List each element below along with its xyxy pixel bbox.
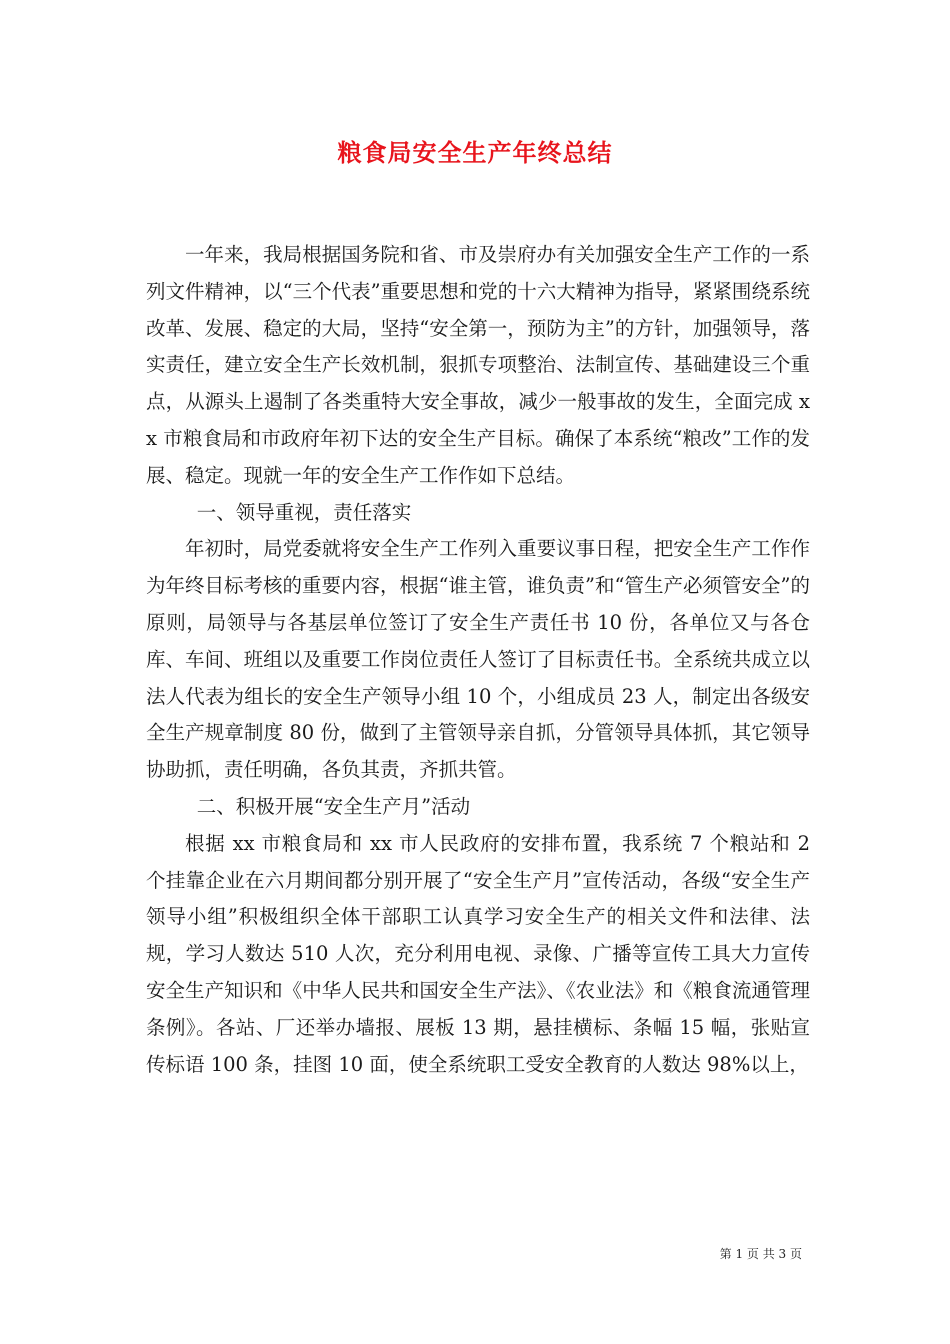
section-heading-2: 二、积极开展“安全生产月”活动 <box>196 794 471 818</box>
page-number-footer: 第 1 页 共 3 页 <box>719 1247 802 1261</box>
section-2-paragraph: 根据 xx 市粮食局和 xx 市人民政府的安排布置，我系统 7 个粮站和 2 个挂靠企业在六月期间都分别开展了“安全生产月”宣传活动，各级“安全生产领导小组”积极组织全体干部职工认真学习安全生产的相关文件和法律、法规，学习人数达 510 人次，充分利用电视、录像、广播等宣传工具大力宣传安全生产知识和《中华人民共和国安全生产法》、《农业法》和《粮食流通管理条例》。各站、厂还举办墙报、展板 13 期，悬挂横标、条幅 15 幅，张贴宣传标语 100 条，挂图 10 面，使全系统职工受安全教育的人数达 98%以上， <box>146 831 810 1076</box>
intro-paragraph: 一年来，我局根据国务院和省、市及崇府办有关加强安全生产工作的一系列文件精神，以“三个代表”重要思想和党的十六大精神为指导，紧紧围绕系统改革、发展、稳定的大局，坚持“安全第一，预防为主”的方针，加强领导，落实责任，建立安全生产长效机制，狠抓专项整治、法制宣传、基础建设三个重点，从源头上遏制了各类重特大安全事故，减少一般事故的发生，全面完成 xx 市粮食局和市政府年初下达的安全生产目标。确保了本系统“粮改”工作的发展、稳定。现就一年的安全生产工作作如下总结。 <box>146 243 810 487</box>
section-heading-1: 一、领导重视，责任落实 <box>196 500 412 524</box>
section-1-paragraph: 年初时，局党委就将安全生产工作列入重要议事日程，把安全生产工作作为年终目标考核的重要内容，根据“谁主管，谁负责”和“管生产必须管安全”的原则，局领导与各基层单位签订了安全生产责任书 10 份，各单位又与各仓库、车间、班组以及重要工作岗位责任人签订了目标责任书。全系统共成立以法人代表为组长的安全生产领导小组 10 个，小组成员 23 人，制定出各级安全生产规章制度 80 份，做到了主管领导亲自抓，分管领导具体抓，其它领导协助抓，责任明确，各负其责，齐抓共管。 <box>146 537 810 782</box>
document-body <box>146 237 810 1083</box>
document-title: 粮食局安全生产年终总结 <box>337 139 613 167</box>
